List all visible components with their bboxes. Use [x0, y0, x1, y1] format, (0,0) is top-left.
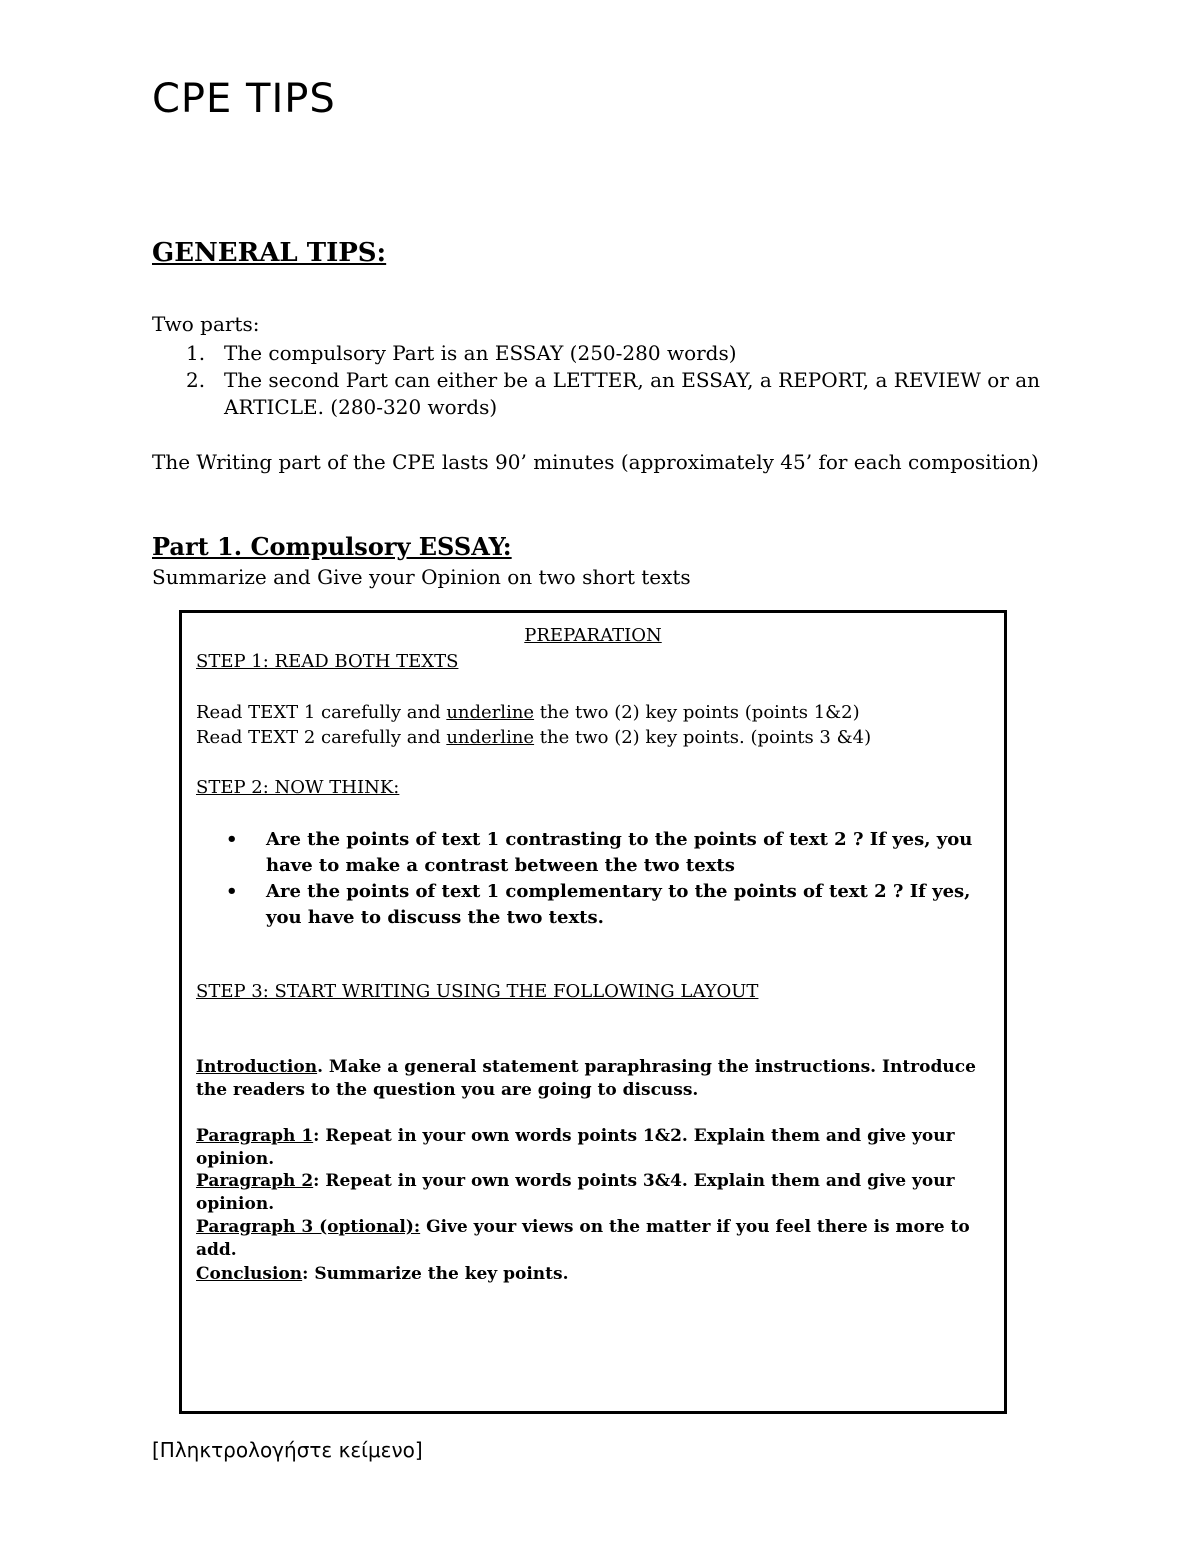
step1-heading: STEP 1: READ BOTH TEXTS: [196, 651, 459, 672]
layout-introduction: [196, 1056, 996, 1102]
layout-conclusion: [196, 1263, 996, 1286]
read-text2-line: [196, 727, 871, 748]
layout-paragraph2: [196, 1170, 996, 1216]
bullet-text: Are the points of text 1 complementary to the points of text 2 ? If yes, you have to discuss the two texts.: [266, 881, 971, 928]
layout-text: : Repeat in your own words points 3&4. Explain them and give your opinion.: [196, 1171, 955, 1214]
step3-heading: STEP 3: START WRITING USING THE FOLLOWING LAYOUT: [196, 981, 759, 1002]
timing-note: The Writing part of the CPE lasts 90’ minutes (approximately 45’ for each composition): [152, 450, 1039, 474]
layout-label: Paragraph 2: [196, 1171, 314, 1191]
bullet-icon: •: [226, 881, 238, 902]
step2-heading: STEP 2: NOW THINK:: [196, 777, 400, 798]
part1-heading: Part 1. Compulsory ESSAY:: [152, 532, 512, 561]
read-text1-prefix: Read TEXT 1 carefully and: [196, 702, 447, 723]
layout-label: Paragraph 3 (optional):: [196, 1217, 421, 1237]
layout-paragraph1: [196, 1125, 996, 1171]
general-tips-heading: GENERAL TIPS:: [152, 238, 387, 268]
read-text1-suffix: the two (2) key points (points 1&2): [534, 702, 860, 723]
underline-word: underline: [446, 702, 535, 723]
preparation-box: [179, 610, 1007, 1414]
preparation-title: PREPARATION: [524, 625, 662, 646]
bullet-text: Are the points of text 1 contrasting to the points of text 2 ? If yes, you have to make a contrast between the two texts: [266, 829, 973, 876]
page-title: CPE TIPS: [152, 76, 336, 122]
list-item: [152, 367, 1052, 421]
read-text2-prefix: Read TEXT 2 carefully and: [196, 727, 447, 748]
list-number: 1.: [186, 341, 206, 365]
parts-list: [152, 340, 1052, 421]
list-item-text: The second Part can either be a LETTER, an ESSAY, a REPORT, a REVIEW or an ARTICLE. (280-320 words): [224, 368, 1041, 419]
footer-placeholder[interactable]: [Πληκτρολογήστε κείμενο]: [152, 1438, 423, 1462]
list-item: [152, 340, 1052, 367]
layout-text: : Summarize the key points.: [302, 1264, 569, 1284]
layout-label: Conclusion: [196, 1264, 303, 1284]
layout-text: . Make a general statement paraphrasing the instructions. Introduce the readers to the question you are going to discuss.: [196, 1057, 976, 1100]
think-bullets: [196, 827, 986, 931]
list-item: [196, 879, 986, 931]
layout-text: Give your views on the matter if you feel there is more to add.: [196, 1217, 970, 1260]
list-item: [196, 827, 986, 879]
underline-word: underline: [446, 727, 535, 748]
layout-text: : Repeat in your own words points 1&2. Explain them and give your opinion.: [196, 1126, 955, 1169]
list-number: 2.: [186, 368, 206, 392]
list-item-text: The compulsory Part is an ESSAY (250-280 words): [224, 341, 737, 365]
read-text2-suffix: the two (2) key points. (points 3 &4): [534, 727, 872, 748]
read-text1-line: [196, 702, 860, 723]
layout-paragraph3: [196, 1216, 996, 1262]
layout-label: Paragraph 1: [196, 1126, 314, 1146]
bullet-icon: •: [226, 829, 238, 850]
layout-label: Introduction: [196, 1057, 318, 1077]
two-parts-intro: Two parts:: [152, 312, 260, 336]
part1-subtitle: Summarize and Give your Opinion on two short texts: [152, 565, 691, 589]
